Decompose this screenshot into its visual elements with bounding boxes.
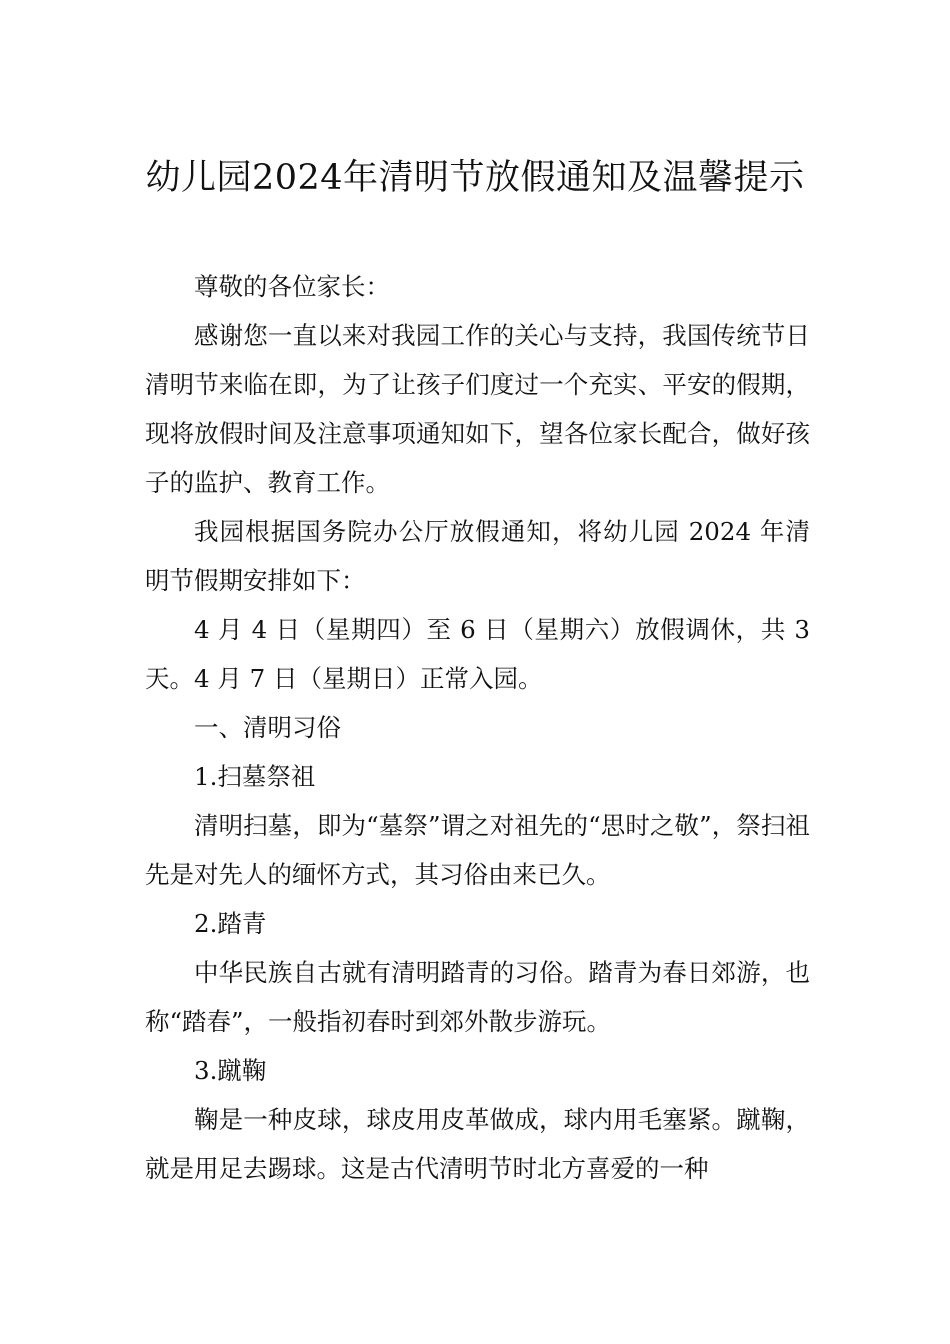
spring-outing-paragraph: 中华民族自古就有清明踏青的习俗。踏青为春日郊游，也称“踏春”，一般指初春时到郊外散步游玩。	[145, 958, 810, 1036]
subheading-cuju: 3.蹴鞠	[194, 1056, 267, 1085]
section-heading-customs: 一、清明习俗	[194, 713, 341, 742]
schedule-dates-paragraph: 4 月 4 日（星期四）至 6 日（星期六）放假调休，共 3 天。4 月 7 日（星期日）正常入园。	[145, 615, 810, 693]
cuju-paragraph: 鞠是一种皮球，球皮用皮革做成，球内用毛塞紧。蹴鞠，就是用足去踢球。这是古代清明节时北方喜爱的一种	[145, 1105, 810, 1183]
salutation: 尊敬的各位家长：	[194, 272, 390, 301]
subheading-spring-outing: 2.踏青	[194, 909, 267, 938]
tomb-sweeping-paragraph: 清明扫墓，即为“墓祭”谓之对祖先的“思时之敬”，祭扫祖先是对先人的缅怀方式，其习俗由来已久。	[145, 811, 810, 889]
document-body	[145, 262, 810, 1193]
schedule-intro-paragraph: 我园根据国务院办公厅放假通知，将幼儿园 2024 年清明节假期安排如下：	[145, 517, 810, 595]
subheading-tomb-sweeping: 1.扫墓祭祖	[194, 762, 316, 791]
intro-paragraph: 感谢您一直以来对我园工作的关心与支持，我国传统节日清明节来临在即，为了让孩子们度过一个充实、平安的假期，现将放假时间及注意事项通知如下，望各位家长配合，做好孩子的监护、教育工作。	[145, 321, 810, 497]
document-title: 幼儿园2024年清明节放假通知及温馨提示	[145, 158, 805, 198]
